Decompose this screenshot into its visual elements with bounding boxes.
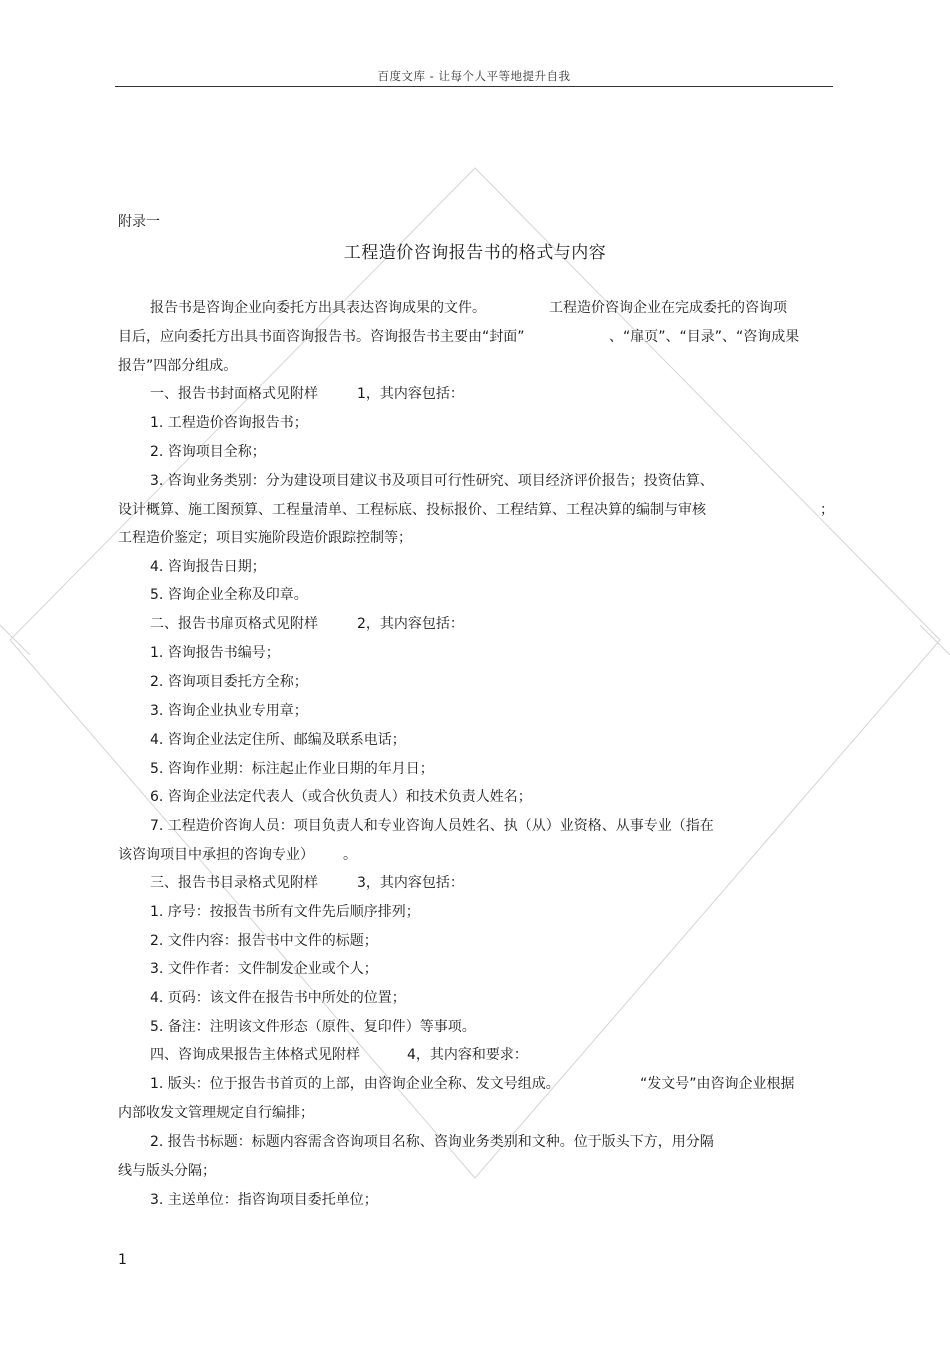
section-1-heading: 一、报告书封面格式见附样 (150, 386, 318, 402)
section-2-item-7a: 7. 工程造价咨询人员：项目负责人和专业咨询人员姓名、执（从）业资格、从事专业（指在 (150, 818, 714, 834)
section-2-heading: 二、报告书扉页格式见附样 (150, 616, 318, 632)
section-1-item-3b: 设计概算、施工图预算、工程量清单、工程标底、投标报价、工程结算、工程决算的编制与审核 (118, 502, 706, 518)
section-3-item-3: 3. 文件作者：文件制发企业或个人； (150, 961, 378, 977)
section-1-item-3a: 3. 咨询业务类别：分为建设项目建议书及项目可行性研究、项目经济评价报告；投资估算、 (150, 473, 714, 489)
section-1-item-3d: 工程造价鉴定；项目实施阶段造价跟踪控制等； (118, 530, 412, 546)
section-3-heading: 三、报告书目录格式见附样 (150, 875, 318, 891)
intro-line-2a: 目后，应向委托方出具书面咨询报告书。咨询报告书主要由“封面” (118, 329, 525, 345)
intro-line-1a: 报告书是咨询企业向委托方出具表达咨询成果的文件。 (150, 300, 486, 316)
section-4-item-2b: 线与版头分隔； (118, 1163, 216, 1179)
intro-line-2b: 、“扉页”、“目录”、“咨询成果 (609, 329, 800, 345)
section-1-item-1: 1. 工程造价咨询报告书； (150, 415, 308, 431)
section-4-item-3: 3. 主送单位：指咨询项目委托单位； (150, 1192, 378, 1208)
section-2-item-5: 5. 咨询作业期：标注起止作业日期的年月日； (150, 761, 434, 777)
section-1-item-4: 4. 咨询报告日期； (150, 559, 266, 575)
page-number: 1 (118, 1252, 127, 1268)
section-4-item-1a: 1. 版头：位于报告书首页的上部，由咨询企业全称、发文号组成。 (150, 1076, 560, 1092)
page-header: 百度文库 - 让每个人平等地提升自我 (115, 66, 833, 87)
section-2-item-3: 3. 咨询企业执业专用章； (150, 703, 308, 719)
section-3-item-2: 2. 文件内容：报告书中文件的标题； (150, 933, 378, 949)
section-4-item-1c: 内部收发文管理规定自行编排； (118, 1105, 314, 1121)
section-4-heading-ref: 4，其内容和要求： (407, 1047, 528, 1063)
intro-line-1b: 工程造价咨询企业在完成委托的咨询项 (549, 300, 787, 316)
section-2-item-6: 6. 咨询企业法定代表人（或合伙负责人）和技术负责人姓名； (150, 789, 532, 805)
section-4-item-2a: 2. 报告书标题：标题内容需含咨询项目名称、咨询业务类别和文种。位于版头下方，用分隔 (150, 1134, 714, 1150)
section-2-heading-ref: 2，其内容包括： (357, 616, 464, 632)
section-2-item-7c: 。 (343, 847, 357, 863)
section-3-heading-ref: 3，其内容包括： (357, 875, 464, 891)
intro-line-3: 报告”四部分组成。 (118, 358, 238, 374)
section-3-item-1: 1. 序号：按报告书所有文件先后顺序排列； (150, 904, 420, 920)
section-4-heading: 四、咨询成果报告主体格式见附样 (150, 1047, 360, 1063)
section-2-item-1: 1. 咨询报告书编号； (150, 645, 280, 661)
section-3-item-5: 5. 备注：注明该文件形态（原件、复印件）等事项。 (150, 1019, 476, 1035)
section-2-item-7b: 该咨询项目中承担的咨询专业） (118, 847, 314, 863)
appendix-label: 附录一 (118, 214, 160, 230)
section-1-item-2: 2. 咨询项目全称； (150, 444, 266, 460)
section-1-item-5: 5. 咨询企业全称及印章。 (150, 587, 308, 603)
section-1-heading-ref: 1，其内容包括： (357, 386, 464, 402)
section-2-item-4: 4. 咨询企业法定住所、邮编及联系电话； (150, 732, 406, 748)
document-title: 工程造价咨询报告书的格式与内容 (343, 243, 607, 263)
section-2-item-2: 2. 咨询项目委托方全称； (150, 674, 308, 690)
section-4-item-1b: “发文号”由咨询企业根据 (640, 1076, 795, 1092)
section-3-item-4: 4. 页码：该文件在报告书中所处的位置； (150, 990, 406, 1006)
section-1-item-3c: ； (820, 502, 834, 518)
